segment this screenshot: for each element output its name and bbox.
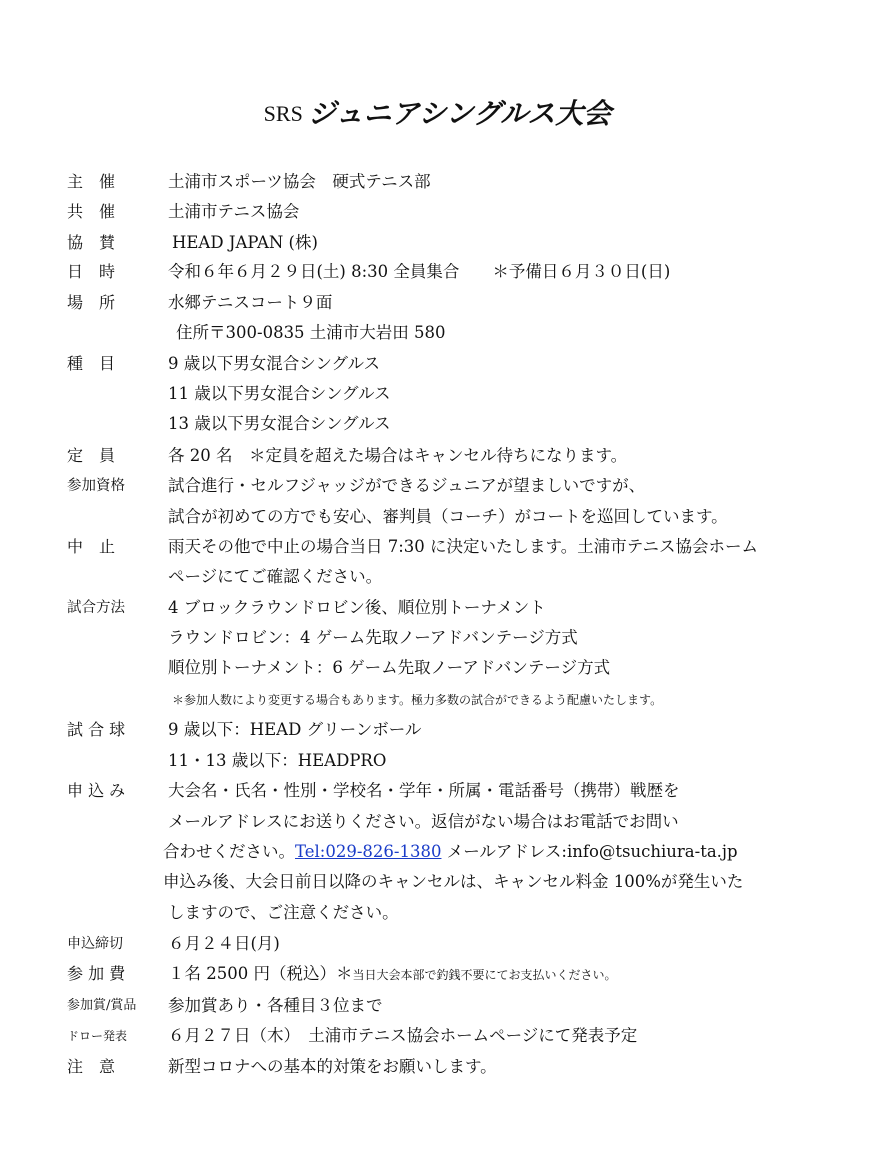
value-apply-contact <box>163 840 738 864</box>
label-caution: 注 意 <box>67 1057 116 1076</box>
label-deadline: 申込締切 <box>67 936 123 952</box>
fee-amount: １名 2500 円（税込）＊ <box>168 964 353 983</box>
row-eligibility-2 <box>0 505 875 535</box>
label-sponsor: 協 賛 <box>67 233 116 252</box>
value-cohost: 土浦市テニス協会 <box>168 202 300 221</box>
label-events: 種 目 <box>67 354 116 373</box>
row-cancel <box>0 535 875 565</box>
value-apply-line: しますので、ご注意ください。 <box>168 903 399 922</box>
row-host <box>0 170 875 200</box>
tel-link[interactable]: Tel:029-826-1380 <box>295 842 442 861</box>
label-venue: 場 所 <box>67 293 116 312</box>
value-format-note: ＊参加人数により変更する場合もあります。極力多数の試合ができるよう配慮いたします。 <box>172 693 663 707</box>
label-ball: 試 合 球 <box>67 720 126 739</box>
value-ball-line: 9 歳以下：HEAD グリーンボール <box>168 720 422 739</box>
value-format-line: 4 ブロックラウンドロビン後、順位別トーナメント <box>168 598 546 617</box>
row-eligibility <box>0 474 875 504</box>
value-cancel-line: 雨天その他で中止の場合当日 7:30 に決定いたします。土浦市テニス協会ホーム <box>168 537 759 556</box>
value-ball-line: 11・13 歳以下：HEADPRO <box>168 751 387 770</box>
row-venue <box>0 291 875 321</box>
value-apply-line: 申込み後、大会日前日以降のキャンセルは、キャンセル料金 100%が発生いた <box>163 872 744 891</box>
row-cancel-2 <box>0 565 875 595</box>
label-eligibility: 参加資格 <box>67 478 125 494</box>
row-apply-5 <box>0 901 875 931</box>
row-cohost <box>0 200 875 230</box>
label-capacity: 定 員 <box>67 446 116 465</box>
row-apply-4 <box>0 870 875 900</box>
value-deadline: ６月２４日(月) <box>168 934 280 953</box>
row-ball <box>0 718 875 748</box>
fee-note: 当日大会本部で釣銭不要にてお支払いください。 <box>352 968 617 982</box>
value-caution: 新型コロナへの基本的対策をお願いします。 <box>168 1057 497 1076</box>
value-host: 土浦市スポーツ協会 硬式テニス部 <box>168 172 431 191</box>
row-events <box>0 352 875 382</box>
value-venue: 水郷テニスコート９面 <box>168 293 333 312</box>
label-format: 試合方法 <box>67 600 125 616</box>
title-main: ジュニアシングルス大会 <box>307 97 612 130</box>
label-cohost: 共 催 <box>67 202 116 221</box>
value-date: 令和６年６月２９日(土) 8:30 全員集合 ＊予備日６月３０日(日) <box>168 262 671 281</box>
row-apply-2 <box>0 810 875 840</box>
value-apply-line: メールアドレスにお送りください。返信がない場合はお電話でお問い <box>168 812 679 831</box>
row-deadline <box>0 932 875 962</box>
row-prize <box>0 994 875 1024</box>
row-apply <box>0 779 875 809</box>
value-sponsor: HEAD JAPAN (株) <box>172 233 318 252</box>
apply-contact-email: メールアドレス:info@tsuchiura-ta.jp <box>441 842 738 861</box>
row-date <box>0 260 875 290</box>
value-cancel-line: ページにてご確認ください。 <box>168 567 383 586</box>
title-prefix: SRS <box>263 101 303 126</box>
row-format-note <box>0 688 875 718</box>
value-prize: 参加賞あり・各種目３位まで <box>168 996 383 1015</box>
label-date: 日 時 <box>67 262 116 281</box>
value-venue-address: 住所〒300-0835 土浦市大岩田 580 <box>176 323 446 342</box>
row-events-3 <box>0 412 875 442</box>
label-fee: 参 加 費 <box>67 964 126 983</box>
event-item: 13 歳以下男女混合シングルス <box>168 414 391 433</box>
event-item: 11 歳以下男女混合シングルス <box>168 384 391 403</box>
apply-contact-pre: 合わせください。 <box>163 842 295 861</box>
row-format <box>0 596 875 626</box>
row-events-2 <box>0 382 875 412</box>
row-draw <box>0 1024 875 1054</box>
value-format-line: ラウンドロビン：4 ゲーム先取ノーアドバンテージ方式 <box>168 628 578 647</box>
label-prize: 参加賞/賞品 <box>67 998 137 1013</box>
value-apply-line: 大会名・氏名・性別・学校名・学年・所属・電話番号（携帯）戦歴を <box>168 781 680 800</box>
event-item: 9 歳以下男女混合シングルス <box>168 354 381 373</box>
row-capacity <box>0 444 875 474</box>
value-draw: ６月２７日（木） 土浦市テニス協会ホームページにて発表予定 <box>168 1026 638 1045</box>
label-cancel: 中 止 <box>67 537 116 556</box>
value-fee <box>168 962 617 987</box>
row-format-3 <box>0 656 875 686</box>
label-apply: 申 込 み <box>67 781 126 800</box>
value-eligibility-line: 試合が初めての方でも安心、審判員（コーチ）がコートを巡回しています。 <box>168 507 728 526</box>
row-format-2 <box>0 626 875 656</box>
value-format-line: 順位別トーナメント：6 ゲーム先取ノーアドバンテージ方式 <box>168 658 611 677</box>
row-caution <box>0 1055 875 1085</box>
row-ball-2 <box>0 749 875 779</box>
value-capacity: 各 20 名 ＊定員を超えた場合はキャンセル待ちになります。 <box>168 446 628 465</box>
label-draw: ドロー発表 <box>67 1029 128 1043</box>
value-eligibility-line: 試合進行・セルフジャッジができるジュニアが望ましいですが、 <box>168 476 646 495</box>
row-fee <box>0 962 875 992</box>
row-apply-3 <box>0 840 875 870</box>
label-host: 主 催 <box>67 172 116 191</box>
row-venue-address <box>0 321 875 351</box>
row-sponsor <box>0 231 875 261</box>
